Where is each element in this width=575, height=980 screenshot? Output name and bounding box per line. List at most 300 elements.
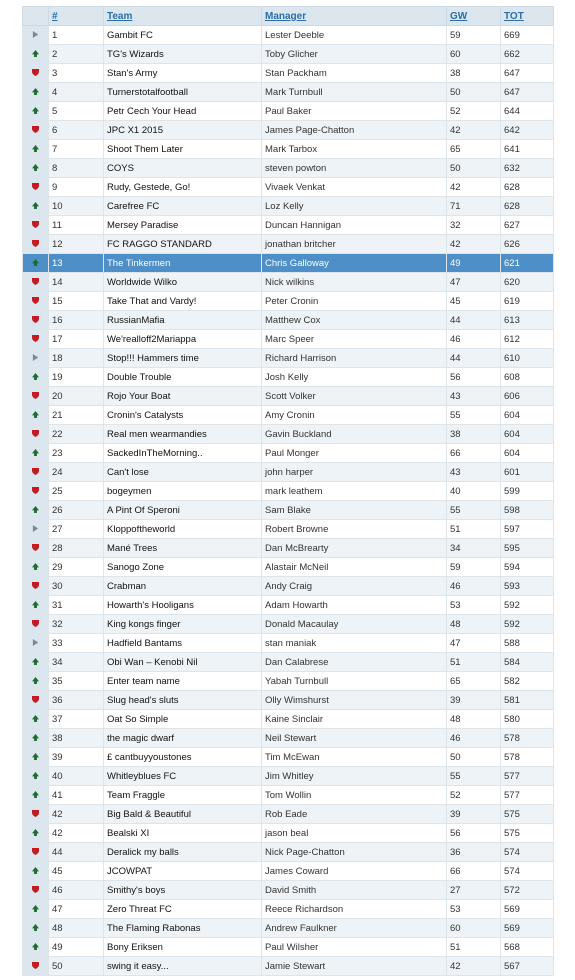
manager-cell: James Page-Chatton [262, 121, 447, 140]
manager-cell: Jamie Stewart [262, 957, 447, 976]
rank-cell: 38 [49, 729, 104, 748]
table-row[interactable] [23, 26, 554, 45]
rank-down-icon [32, 335, 39, 342]
manager-cell: Donald Macaulay [262, 615, 447, 634]
gw-header[interactable] [447, 7, 501, 26]
team-name-link[interactable]: Howarth's Hooligans [104, 596, 262, 615]
gameweek-points-cell: 38 [447, 64, 501, 83]
rank-up-icon [32, 563, 39, 570]
table-row[interactable] [23, 387, 554, 406]
table-row[interactable] [23, 824, 554, 843]
rank-cell: 41 [49, 786, 104, 805]
table-row[interactable] [23, 862, 554, 881]
gameweek-points-cell: 42 [447, 957, 501, 976]
manager-cell: Richard Harrison [262, 349, 447, 368]
standings-table [22, 6, 554, 976]
table-row[interactable] [23, 159, 554, 178]
team-name-link[interactable]: Slug head's sluts [104, 691, 262, 710]
manager-cell: mark leathem [262, 482, 447, 501]
movement-cell [23, 881, 49, 900]
total-points-cell: 592 [501, 596, 554, 615]
rank-up-icon [32, 601, 39, 608]
team-name-link[interactable]: Smithy's boys [104, 881, 262, 900]
rank-down-icon [32, 69, 39, 76]
rank-cell: 28 [49, 539, 104, 558]
team-name-link[interactable]: COYS [104, 159, 262, 178]
total-points-cell: 595 [501, 539, 554, 558]
manager-cell: Lester Deeble [262, 26, 447, 45]
rank-up-icon [32, 734, 39, 741]
gw-header-label[interactable]: GW [450, 10, 468, 22]
gameweek-points-cell: 56 [447, 368, 501, 387]
gameweek-points-cell: 34 [447, 539, 501, 558]
rank-cell: 48 [49, 919, 104, 938]
movement-cell [23, 900, 49, 919]
table-row[interactable] [23, 672, 554, 691]
team-name-link[interactable]: JCOWPAT [104, 862, 262, 881]
manager-cell: Paul Baker [262, 102, 447, 121]
team-name-link[interactable]: Stop!!! Hammers time [104, 349, 262, 368]
rank-down-icon [32, 126, 39, 133]
manager-cell: jonathan britcher [262, 235, 447, 254]
movement-cell [23, 672, 49, 691]
movement-header [23, 7, 49, 26]
total-points-cell: 569 [501, 919, 554, 938]
team-name-link[interactable]: Bony Eriksen [104, 938, 262, 957]
rank-up-icon [32, 829, 39, 836]
table-row[interactable] [23, 843, 554, 862]
table-row[interactable] [23, 140, 554, 159]
table-row[interactable] [23, 558, 554, 577]
rank-cell: 17 [49, 330, 104, 349]
tot-header-label[interactable]: TOT [504, 10, 524, 22]
movement-cell [23, 26, 49, 45]
manager-header[interactable] [262, 7, 447, 26]
rank-cell: 19 [49, 368, 104, 387]
total-points-cell: 569 [501, 900, 554, 919]
movement-cell [23, 786, 49, 805]
team-name-link[interactable]: Double Trouble [104, 368, 262, 387]
table-header-row [23, 7, 554, 26]
total-points-cell: 644 [501, 102, 554, 121]
total-points-cell: 628 [501, 197, 554, 216]
rank-up-icon [32, 373, 39, 380]
team-name-link[interactable]: King kongs finger [104, 615, 262, 634]
table-row[interactable] [23, 425, 554, 444]
manager-cell: Vivaek Venkat [262, 178, 447, 197]
movement-cell [23, 292, 49, 311]
movement-cell [23, 311, 49, 330]
movement-cell [23, 197, 49, 216]
movement-cell [23, 463, 49, 482]
rank-up-icon [32, 772, 39, 779]
table-row[interactable] [23, 254, 554, 273]
table-row[interactable] [23, 729, 554, 748]
table-row[interactable] [23, 235, 554, 254]
team-name-link[interactable]: Whitleyblues FC [104, 767, 262, 786]
rank-down-icon [32, 696, 39, 703]
gameweek-points-cell: 48 [447, 615, 501, 634]
rank-up-icon [32, 715, 39, 722]
rank-cell: 40 [49, 767, 104, 786]
table-row[interactable] [23, 64, 554, 83]
manager-cell: Gavin Buckland [262, 425, 447, 444]
total-points-cell: 593 [501, 577, 554, 596]
gameweek-points-cell: 43 [447, 463, 501, 482]
table-row[interactable] [23, 805, 554, 824]
movement-cell [23, 843, 49, 862]
total-points-cell: 582 [501, 672, 554, 691]
movement-cell [23, 577, 49, 596]
team-name-link[interactable]: Worldwide Wilko [104, 273, 262, 292]
team-name-link[interactable]: RussianMafia [104, 311, 262, 330]
table-row[interactable] [23, 292, 554, 311]
manager-cell: Kaine Sinclair [262, 710, 447, 729]
manager-cell: Paul Monger [262, 444, 447, 463]
table-row[interactable] [23, 83, 554, 102]
total-points-cell: 577 [501, 767, 554, 786]
manager-cell: Marc Speer [262, 330, 447, 349]
manager-cell: Loz Kelly [262, 197, 447, 216]
total-points-cell: 642 [501, 121, 554, 140]
table-row[interactable] [23, 273, 554, 292]
team-name-link[interactable]: TG's Wizards [104, 45, 262, 64]
table-row[interactable] [23, 178, 554, 197]
rank-up-icon [32, 145, 39, 152]
total-points-cell: 578 [501, 729, 554, 748]
table-row[interactable] [23, 691, 554, 710]
team-name-link[interactable]: bogeymen [104, 482, 262, 501]
movement-cell [23, 235, 49, 254]
manager-cell: Scott Volker [262, 387, 447, 406]
rank-cell: 34 [49, 653, 104, 672]
manager-cell: Josh Kelly [262, 368, 447, 387]
total-points-cell: 604 [501, 406, 554, 425]
manager-cell: Matthew Cox [262, 311, 447, 330]
rank-cell: 23 [49, 444, 104, 463]
movement-cell [23, 444, 49, 463]
team-name-link[interactable]: swing it easy... [104, 957, 262, 976]
movement-cell [23, 596, 49, 615]
manager-cell: David Smith [262, 881, 447, 900]
team-name-link[interactable]: Gambit FC [104, 26, 262, 45]
rank-up-icon [32, 506, 39, 513]
table-row[interactable] [23, 786, 554, 805]
team-name-link[interactable]: Zero Threat FC [104, 900, 262, 919]
table-row[interactable] [23, 501, 554, 520]
table-row[interactable] [23, 216, 554, 235]
team-name-link[interactable]: JPC X1 2015 [104, 121, 262, 140]
rank-header-label[interactable]: # [52, 10, 58, 22]
table-row[interactable] [23, 957, 554, 976]
team-name-link[interactable]: Mané Trees [104, 539, 262, 558]
gameweek-points-cell: 51 [447, 520, 501, 539]
manager-header-label[interactable]: Manager [265, 10, 307, 22]
team-name-link[interactable]: Oat So Simple [104, 710, 262, 729]
rank-down-icon [32, 810, 39, 817]
team-name-link[interactable]: The Tinkermen [104, 254, 262, 273]
team-name-link[interactable]: Petr Cech Your Head [104, 102, 262, 121]
rank-down-icon [32, 240, 39, 247]
team-header[interactable] [104, 7, 262, 26]
manager-cell: Andy Craig [262, 577, 447, 596]
rank-cell: 10 [49, 197, 104, 216]
gameweek-points-cell: 40 [447, 482, 501, 501]
team-name-link[interactable]: We'realloff2Mariappa [104, 330, 262, 349]
rank-cell: 6 [49, 121, 104, 140]
total-points-cell: 621 [501, 254, 554, 273]
table-row[interactable] [23, 520, 554, 539]
movement-cell [23, 824, 49, 843]
table-row[interactable] [23, 482, 554, 501]
team-name-link[interactable]: Rudy, Gestede, Go! [104, 178, 262, 197]
total-points-cell: 574 [501, 843, 554, 862]
team-name-link[interactable]: Deralick my balls [104, 843, 262, 862]
rank-up-icon [32, 753, 39, 760]
rank-cell: 16 [49, 311, 104, 330]
movement-cell [23, 767, 49, 786]
team-name-link[interactable]: Sanogo Zone [104, 558, 262, 577]
rank-cell: 7 [49, 140, 104, 159]
gameweek-points-cell: 47 [447, 273, 501, 292]
movement-cell [23, 368, 49, 387]
table-row[interactable] [23, 881, 554, 900]
manager-cell: James Coward [262, 862, 447, 881]
gameweek-points-cell: 56 [447, 824, 501, 843]
movement-cell [23, 159, 49, 178]
table-row[interactable] [23, 121, 554, 140]
table-row[interactable] [23, 748, 554, 767]
team-name-link[interactable]: SackedInTheMorning.. [104, 444, 262, 463]
gameweek-points-cell: 59 [447, 558, 501, 577]
movement-cell [23, 539, 49, 558]
table-row[interactable] [23, 444, 554, 463]
movement-cell [23, 482, 49, 501]
gameweek-points-cell: 50 [447, 159, 501, 178]
rank-cell: 13 [49, 254, 104, 273]
team-name-link[interactable]: Take That and Vardy! [104, 292, 262, 311]
team-name-link[interactable]: FC RAGGO STANDARD [104, 235, 262, 254]
table-row[interactable] [23, 349, 554, 368]
manager-cell: Sam Blake [262, 501, 447, 520]
manager-cell: Stan Packham [262, 64, 447, 83]
team-name-link[interactable]: Carefree FC [104, 197, 262, 216]
table-row[interactable] [23, 653, 554, 672]
gameweek-points-cell: 48 [447, 710, 501, 729]
rank-same-icon [32, 639, 39, 646]
movement-cell [23, 425, 49, 444]
rank-down-icon [32, 316, 39, 323]
gameweek-points-cell: 49 [447, 254, 501, 273]
team-name-link[interactable]: Can't lose [104, 463, 262, 482]
total-points-cell: 567 [501, 957, 554, 976]
table-row[interactable] [23, 577, 554, 596]
rank-down-icon [32, 620, 39, 627]
team-name-link[interactable]: Mersey Paradise [104, 216, 262, 235]
team-name-link[interactable]: Shoot Them Later [104, 140, 262, 159]
total-points-cell: 594 [501, 558, 554, 577]
team-name-link[interactable]: Real men wearmandies [104, 425, 262, 444]
rank-down-icon [32, 430, 39, 437]
table-row[interactable] [23, 330, 554, 349]
gameweek-points-cell: 65 [447, 140, 501, 159]
team-name-link[interactable]: The Flaming Rabonas [104, 919, 262, 938]
table-row[interactable] [23, 406, 554, 425]
table-row[interactable] [23, 102, 554, 121]
total-points-cell: 647 [501, 64, 554, 83]
rank-cell: 32 [49, 615, 104, 634]
manager-cell: Andrew Faulkner [262, 919, 447, 938]
gameweek-points-cell: 71 [447, 197, 501, 216]
gameweek-points-cell: 55 [447, 501, 501, 520]
total-points-cell: 580 [501, 710, 554, 729]
team-header-label[interactable]: Team [107, 10, 133, 22]
manager-cell: Peter Cronin [262, 292, 447, 311]
rank-cell: 4 [49, 83, 104, 102]
movement-cell [23, 254, 49, 273]
table-row[interactable] [23, 539, 554, 558]
rank-cell: 37 [49, 710, 104, 729]
table-row[interactable] [23, 45, 554, 64]
rank-cell: 33 [49, 634, 104, 653]
rank-cell: 15 [49, 292, 104, 311]
gameweek-points-cell: 42 [447, 178, 501, 197]
gameweek-points-cell: 36 [447, 843, 501, 862]
rank-cell: 50 [49, 957, 104, 976]
total-points-cell: 632 [501, 159, 554, 178]
team-name-link[interactable]: Stan's Army [104, 64, 262, 83]
rank-cell: 12 [49, 235, 104, 254]
rank-up-icon [32, 905, 39, 912]
rank-cell: 11 [49, 216, 104, 235]
manager-cell: Robert Browne [262, 520, 447, 539]
rank-header[interactable] [49, 7, 104, 26]
rank-up-icon [32, 202, 39, 209]
manager-cell: john harper [262, 463, 447, 482]
movement-cell [23, 64, 49, 83]
movement-cell [23, 558, 49, 577]
rank-cell: 49 [49, 938, 104, 957]
gameweek-points-cell: 42 [447, 121, 501, 140]
team-name-link[interactable]: A Pint Of Speroni [104, 501, 262, 520]
rank-cell: 1 [49, 26, 104, 45]
table-row[interactable] [23, 368, 554, 387]
rank-down-icon [32, 221, 39, 228]
rank-cell: 46 [49, 881, 104, 900]
total-points-cell: 575 [501, 824, 554, 843]
table-row[interactable] [23, 900, 554, 919]
team-name-link[interactable]: Big Bald & Beautiful [104, 805, 262, 824]
team-name-link[interactable]: Rojo Your Boat [104, 387, 262, 406]
movement-cell [23, 691, 49, 710]
table-row[interactable] [23, 463, 554, 482]
table-row[interactable] [23, 615, 554, 634]
manager-cell: Chris Galloway [262, 254, 447, 273]
table-row[interactable] [23, 919, 554, 938]
movement-cell [23, 406, 49, 425]
manager-cell: Toby Glicher [262, 45, 447, 64]
gameweek-points-cell: 44 [447, 349, 501, 368]
rank-down-icon [32, 582, 39, 589]
table-row[interactable] [23, 197, 554, 216]
movement-cell [23, 729, 49, 748]
rank-down-icon [32, 962, 39, 969]
rank-up-icon [32, 411, 39, 418]
total-points-cell: 574 [501, 862, 554, 881]
team-name-link[interactable]: Turnerstotalfootball [104, 83, 262, 102]
rank-up-icon [32, 867, 39, 874]
manager-cell: Tim McEwan [262, 748, 447, 767]
manager-cell: Dan McBrearty [262, 539, 447, 558]
gameweek-points-cell: 55 [447, 406, 501, 425]
manager-cell: Jim Whitley [262, 767, 447, 786]
total-points-cell: 598 [501, 501, 554, 520]
rank-cell: 8 [49, 159, 104, 178]
team-name-link[interactable]: Bealski XI [104, 824, 262, 843]
rank-cell: 20 [49, 387, 104, 406]
table-row[interactable] [23, 596, 554, 615]
rank-cell: 24 [49, 463, 104, 482]
gameweek-points-cell: 32 [447, 216, 501, 235]
tot-header[interactable] [501, 7, 554, 26]
rank-up-icon [32, 449, 39, 456]
total-points-cell: 608 [501, 368, 554, 387]
table-row[interactable] [23, 767, 554, 786]
table-row[interactable] [23, 710, 554, 729]
team-name-link[interactable]: Cronin's Catalysts [104, 406, 262, 425]
movement-cell [23, 273, 49, 292]
gameweek-points-cell: 55 [447, 767, 501, 786]
rank-down-icon [32, 886, 39, 893]
table-row[interactable] [23, 311, 554, 330]
manager-cell: Amy Cronin [262, 406, 447, 425]
team-name-link[interactable]: Kloppoftheworld [104, 520, 262, 539]
manager-cell: steven powton [262, 159, 447, 178]
gameweek-points-cell: 66 [447, 862, 501, 881]
movement-cell [23, 349, 49, 368]
manager-cell: Adam Howarth [262, 596, 447, 615]
team-name-link[interactable]: £ cantbuyyoustones [104, 748, 262, 767]
manager-cell: Neil Stewart [262, 729, 447, 748]
rank-down-icon [32, 848, 39, 855]
table-row[interactable] [23, 938, 554, 957]
team-name-link[interactable]: Enter team name [104, 672, 262, 691]
gameweek-points-cell: 53 [447, 900, 501, 919]
total-points-cell: 578 [501, 748, 554, 767]
total-points-cell: 662 [501, 45, 554, 64]
rank-up-icon [32, 791, 39, 798]
rank-cell: 2 [49, 45, 104, 64]
team-name-link[interactable]: Team Fraggle [104, 786, 262, 805]
movement-cell [23, 216, 49, 235]
total-points-cell: 604 [501, 425, 554, 444]
table-row[interactable] [23, 634, 554, 653]
gameweek-points-cell: 50 [447, 748, 501, 767]
team-name-link[interactable]: Crabman [104, 577, 262, 596]
total-points-cell: 604 [501, 444, 554, 463]
total-points-cell: 599 [501, 482, 554, 501]
rank-cell: 26 [49, 501, 104, 520]
rank-cell: 18 [49, 349, 104, 368]
rank-cell: 9 [49, 178, 104, 197]
gameweek-points-cell: 51 [447, 938, 501, 957]
team-name-link[interactable]: Obi Wan – Kenobi Nil [104, 653, 262, 672]
manager-cell: Duncan Hannigan [262, 216, 447, 235]
team-name-link[interactable]: Hadfield Bantams [104, 634, 262, 653]
team-name-link[interactable]: the magic dwarf [104, 729, 262, 748]
movement-cell [23, 45, 49, 64]
gameweek-points-cell: 65 [447, 672, 501, 691]
